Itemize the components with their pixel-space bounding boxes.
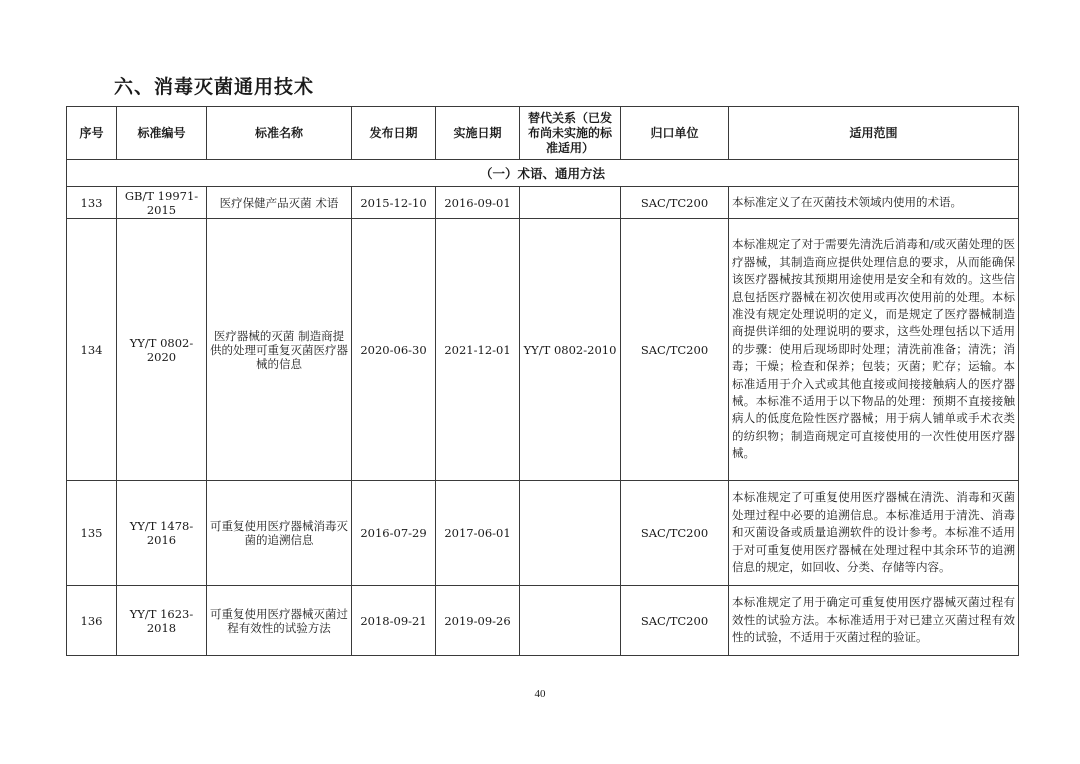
header-scope: 适用范围	[729, 107, 1019, 160]
cell-impl-date: 2017-06-01	[436, 481, 520, 586]
table-row	[67, 586, 1019, 656]
header-code: 标准编号	[117, 107, 207, 160]
cell-seq: 133	[67, 187, 117, 219]
cell-impl-date: 2019-09-26	[436, 586, 520, 656]
header-pub-date: 发布日期	[352, 107, 436, 160]
cell-name: 医疗保健产品灭菌 术语	[207, 187, 352, 219]
header-name: 标准名称	[207, 107, 352, 160]
cell-code: YY/T 1623-2018	[117, 586, 207, 656]
page-number: 40	[534, 688, 546, 700]
table-row	[67, 481, 1019, 586]
cell-scope: 本标准规定了用于确定可重复使用医疗器械灭菌过程有效性的试验方法。本标准适用于对已建立灭菌过程有效性的试验，不适用于灭菌过程的验证。	[729, 586, 1019, 656]
cell-code: YY/T 0802-2020	[117, 219, 207, 481]
table-header-row	[67, 107, 1019, 160]
header-seq: 序号	[67, 107, 117, 160]
header-replace: 替代关系（已发布尚未实施的标准适用）	[520, 107, 621, 160]
cell-code: YY/T 1478-2016	[117, 481, 207, 586]
section-row	[67, 160, 1019, 187]
cell-code: GB/T 19971-2015	[117, 187, 207, 219]
cell-name: 可重复使用医疗器械灭菌过程有效性的试验方法	[207, 586, 352, 656]
header-impl-date: 实施日期	[436, 107, 520, 160]
cell-pub-date: 2020-06-30	[352, 219, 436, 481]
cell-seq: 135	[67, 481, 117, 586]
section-heading: 六、消毒灭菌通用技术	[114, 76, 315, 98]
cell-dept: SAC/TC200	[621, 219, 729, 481]
cell-impl-date: 2021-12-01	[436, 219, 520, 481]
header-dept: 归口单位	[621, 107, 729, 160]
cell-dept: SAC/TC200	[621, 481, 729, 586]
cell-replace: YY/T 0802-2010	[520, 219, 621, 481]
cell-scope: 本标准规定了可重复使用医疗器械在清洗、消毒和灭菌处理过程中必要的追溯信息。本标准适用于清洗、消毒和灭菌设备或质量追溯软件的设计参考。本标准不适用于对可重复使用医疗器械在处理过程中其余环节的追溯信息的规定，如回收、分类、存储等内容。	[729, 481, 1019, 586]
cell-pub-date: 2016-07-29	[352, 481, 436, 586]
standards-table	[66, 106, 1019, 656]
cell-replace	[520, 586, 621, 656]
section-title: （一）术语、通用方法	[67, 160, 1019, 187]
cell-dept: SAC/TC200	[621, 586, 729, 656]
cell-replace	[520, 187, 621, 219]
table-row	[67, 219, 1019, 481]
cell-replace	[520, 481, 621, 586]
cell-scope: 本标准定义了在灭菌技术领域内使用的术语。	[729, 187, 1019, 219]
cell-seq: 136	[67, 586, 117, 656]
cell-pub-date: 2018-09-21	[352, 586, 436, 656]
cell-scope: 本标准规定了对于需要先清洗后消毒和/或灭菌处理的医疗器械，其制造商应提供处理信息的要求，从而能确保该医疗器械按其预期用途使用是安全和有效的。这些信息包括医疗器械在初次使用或再次使用前的处理。本标准没有规定处理说明的定义，而是规定了医疗器械制造商提供详细的处理说明的要求，这些处理包括以下适用的步骤：使用后现场即时处理；清洗前准备；清洗；消毒；干燥；检查和保养；包装；灭菌；贮存；运输。本标准适用于介入式或其他直接或间接接触病人的医疗器械。本标准不适用于以下物品的处理：预期不直接接触病人的低度危险性医疗器械；用于病人铺单或手术衣类的纺织物；制造商规定可直接使用的一次性使用医疗器械。	[729, 219, 1019, 481]
table-row	[67, 187, 1019, 219]
cell-name: 医疗器械的灭菌 制造商提供的处理可重复灭菌医疗器械的信息	[207, 219, 352, 481]
cell-pub-date: 2015-12-10	[352, 187, 436, 219]
cell-name: 可重复使用医疗器械消毒灭菌的追溯信息	[207, 481, 352, 586]
cell-impl-date: 2016-09-01	[436, 187, 520, 219]
cell-seq: 134	[67, 219, 117, 481]
cell-dept: SAC/TC200	[621, 187, 729, 219]
